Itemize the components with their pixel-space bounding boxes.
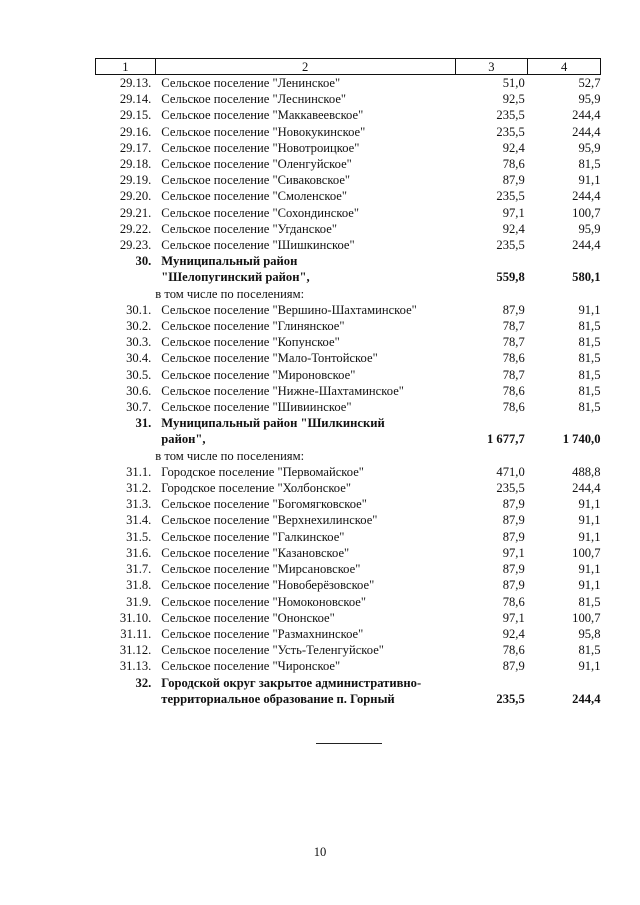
settlement-name: Сельское поселение "Копунское" xyxy=(161,335,340,350)
table-header-row xyxy=(96,59,601,75)
empty-cell xyxy=(528,675,601,691)
section-title-line-2: район", xyxy=(161,432,206,447)
settlement-name: Сельское поселение "Новокукинское" xyxy=(161,124,366,139)
row-number: 31.13. xyxy=(119,659,152,674)
row-number: 31.7. xyxy=(126,562,152,577)
value-col-4: 91,1 xyxy=(578,497,601,512)
row-number: 31.2. xyxy=(126,481,152,496)
empty-cell xyxy=(455,675,528,691)
settlement-name: Сельское поселение "Маккавеевское" xyxy=(161,108,364,123)
section-total-col-3: 559,8 xyxy=(496,270,525,285)
header-col-2: 2 xyxy=(155,59,455,75)
settlement-name: Сельское поселение "Галкинское" xyxy=(161,529,345,544)
section-total-col-3: 235,5 xyxy=(496,691,525,706)
value-col-3: 78,6 xyxy=(502,383,525,398)
row-number: 29.15. xyxy=(119,108,152,123)
section-total-col-3: 1 677,7 xyxy=(486,432,525,447)
empty-cell xyxy=(455,253,528,269)
section-subcaption-row xyxy=(96,286,601,302)
settlement-name: Сельское поселение "Смоленское" xyxy=(161,189,348,204)
row-number: 31.6. xyxy=(126,545,152,560)
value-col-4: 81,5 xyxy=(578,367,601,382)
value-col-4: 52,7 xyxy=(578,76,601,90)
row-number: 30.5. xyxy=(126,367,152,382)
table-row xyxy=(96,594,601,610)
empty-cell xyxy=(528,415,601,431)
row-number: 31.12. xyxy=(119,643,152,658)
value-col-4: 100,7 xyxy=(572,205,601,220)
value-col-3: 235,5 xyxy=(496,238,525,253)
table-row xyxy=(96,367,601,383)
value-col-3: 78,7 xyxy=(502,367,525,382)
value-col-4: 91,1 xyxy=(578,302,601,317)
value-col-4: 95,9 xyxy=(578,221,601,236)
section-total-row xyxy=(96,269,601,285)
value-col-4: 95,9 xyxy=(578,140,601,155)
table-row xyxy=(96,545,601,561)
value-col-4: 91,1 xyxy=(578,659,601,674)
settlement-name: Сельское поселение "Оленгуйское" xyxy=(161,157,352,172)
table-row xyxy=(96,318,601,334)
settlement-name: Сельское поселение "Шивиинское" xyxy=(161,400,352,415)
value-col-3: 78,6 xyxy=(502,594,525,609)
row-number: 31.3. xyxy=(126,497,152,512)
table-row xyxy=(96,610,601,626)
table-row xyxy=(96,642,601,658)
row-number: 30.2. xyxy=(126,319,152,334)
header-col-1: 1 xyxy=(96,59,156,75)
section-number: 31. xyxy=(135,416,152,431)
settlement-name: Сельское поселение "Ононское" xyxy=(161,610,335,625)
row-number: 29.21. xyxy=(119,205,152,220)
row-number: 30.1. xyxy=(126,302,152,317)
value-col-4: 91,1 xyxy=(578,578,601,593)
value-col-3: 92,4 xyxy=(502,140,525,155)
section-total-col-4: 580,1 xyxy=(572,270,601,285)
row-number: 29.16. xyxy=(119,124,152,139)
value-col-3: 235,5 xyxy=(496,189,525,204)
row-number: 29.17. xyxy=(119,140,152,155)
section-subcaption: в том числе по поселениям: xyxy=(155,286,305,301)
settlement-name: Сельское поселение "Размахнинское" xyxy=(161,626,364,641)
value-col-3: 78,6 xyxy=(502,643,525,658)
settlement-name: Городское поселение "Холбонское" xyxy=(161,481,351,496)
value-col-3: 87,9 xyxy=(502,302,525,317)
value-col-4: 100,7 xyxy=(572,545,601,560)
value-col-3: 51,0 xyxy=(502,76,525,90)
section-total-row xyxy=(96,431,601,447)
settlement-name: Сельское поселение "Новотроицкое" xyxy=(161,140,360,155)
row-number: 29.19. xyxy=(119,173,152,188)
row-number: 30.4. xyxy=(126,351,152,366)
empty-cell xyxy=(96,286,156,302)
section-title-line-2: "Шелопугинский район", xyxy=(161,270,310,285)
end-separator-line xyxy=(316,743,382,744)
table-row xyxy=(96,302,601,318)
row-number: 29.14. xyxy=(119,92,152,107)
value-col-3: 87,9 xyxy=(502,513,525,528)
table-row xyxy=(96,577,601,593)
settlement-name: Сельское поселение "Сохондинское" xyxy=(161,205,360,220)
empty-cell xyxy=(455,415,528,431)
section-title-line-1: Городской округ закрытое административно- xyxy=(161,675,422,690)
section-subcaption-row xyxy=(96,448,601,464)
value-col-3: 471,0 xyxy=(496,464,525,479)
settlement-name: Сельское поселение "Нижне-Шахтаминское" xyxy=(161,383,404,398)
settlement-name: Сельское поселение "Мироновское" xyxy=(161,367,356,382)
table-row xyxy=(96,399,601,415)
settlement-name: Сельское поселение "Номоконовское" xyxy=(161,594,366,609)
value-col-3: 78,6 xyxy=(502,400,525,415)
value-col-4: 91,1 xyxy=(578,513,601,528)
value-col-4: 91,1 xyxy=(578,529,601,544)
table-row xyxy=(96,334,601,350)
value-col-3: 97,1 xyxy=(502,205,525,220)
row-number: 30.7. xyxy=(126,400,152,415)
section-total-col-4: 1 740,0 xyxy=(562,432,601,447)
value-col-3: 92,4 xyxy=(502,221,525,236)
section-title-line-1: Муниципальный район "Шилкинский xyxy=(161,416,385,431)
settlement-name: Сельское поселение "Шишкинское" xyxy=(161,238,355,253)
value-col-4: 100,7 xyxy=(572,610,601,625)
value-col-4: 244,4 xyxy=(572,108,601,123)
empty-cell xyxy=(96,431,156,447)
value-col-4: 81,5 xyxy=(578,351,601,366)
header-col-4: 4 xyxy=(528,59,601,75)
value-col-4: 244,4 xyxy=(572,238,601,253)
value-col-4: 488,8 xyxy=(572,464,601,479)
value-col-4: 81,5 xyxy=(578,400,601,415)
value-col-4: 244,4 xyxy=(572,189,601,204)
value-col-4: 81,5 xyxy=(578,643,601,658)
section-number: 32. xyxy=(135,675,152,690)
table-row xyxy=(96,383,601,399)
value-col-3: 235,5 xyxy=(496,481,525,496)
table-row xyxy=(96,237,601,253)
table-row xyxy=(96,529,601,545)
empty-cell xyxy=(96,448,156,464)
section-title-line-1: Муниципальный район xyxy=(161,254,298,269)
settlement-name: Сельское поселение "Леснинское" xyxy=(161,92,347,107)
table-row xyxy=(96,124,601,140)
row-number: 30.6. xyxy=(126,383,152,398)
row-number: 29.13. xyxy=(119,76,152,90)
section-total-col-4: 244,4 xyxy=(572,691,601,706)
settlement-name: Сельское поселение "Чиронское" xyxy=(161,659,341,674)
section-subcaption: в том числе по поселениям: xyxy=(155,448,305,463)
row-number: 31.5. xyxy=(126,529,152,544)
value-col-3: 78,6 xyxy=(502,157,525,172)
settlement-name: Сельское поселение "Ленинское" xyxy=(161,76,341,90)
settlement-name: Сельское поселение "Глинянское" xyxy=(161,319,345,334)
value-col-4: 95,8 xyxy=(578,626,601,641)
value-col-3: 87,9 xyxy=(502,173,525,188)
value-col-4: 81,5 xyxy=(578,383,601,398)
value-col-3: 87,9 xyxy=(502,497,525,512)
section-heading-row xyxy=(96,675,601,691)
value-col-3: 78,6 xyxy=(502,351,525,366)
value-col-3: 78,7 xyxy=(502,335,525,350)
table-row xyxy=(96,140,601,156)
section-total-row xyxy=(96,691,601,707)
value-col-4: 95,9 xyxy=(578,92,601,107)
settlement-name: Сельское поселение "Угданское" xyxy=(161,221,337,236)
value-col-3: 87,9 xyxy=(502,529,525,544)
value-col-4: 81,5 xyxy=(578,319,601,334)
table-row xyxy=(96,188,601,204)
table-row xyxy=(96,350,601,366)
settlement-name: Сельское поселение "Казановское" xyxy=(161,545,350,560)
row-number: 29.23. xyxy=(119,238,152,253)
budget-table xyxy=(95,58,601,707)
value-col-4: 81,5 xyxy=(578,157,601,172)
table-row xyxy=(96,496,601,512)
table-row xyxy=(96,464,601,480)
table-row xyxy=(96,658,601,674)
table-row xyxy=(96,561,601,577)
value-col-4: 244,4 xyxy=(572,481,601,496)
table-row xyxy=(96,107,601,123)
value-col-3: 87,9 xyxy=(502,578,525,593)
section-heading-row xyxy=(96,253,601,269)
row-number: 31.1. xyxy=(126,464,152,479)
row-number: 31.4. xyxy=(126,513,152,528)
value-col-3: 97,1 xyxy=(502,545,525,560)
table-row xyxy=(96,91,601,107)
section-number: 30. xyxy=(135,254,152,269)
header-col-3: 3 xyxy=(455,59,528,75)
row-number: 29.20. xyxy=(119,189,152,204)
table-row xyxy=(96,626,601,642)
row-number: 31.9. xyxy=(126,594,152,609)
settlement-name: Сельское поселение "Сиваковское" xyxy=(161,173,351,188)
row-number: 31.8. xyxy=(126,578,152,593)
settlement-name: Сельское поселение "Вершино-Шахтаминское" xyxy=(161,302,417,317)
value-col-4: 91,1 xyxy=(578,173,601,188)
row-number: 31.10. xyxy=(119,610,152,625)
section-title-line-2: территориальное образование п. Горный xyxy=(161,691,395,706)
table-row xyxy=(96,75,601,92)
table-row xyxy=(96,172,601,188)
settlement-name: Сельское поселение "Верхнехилинское" xyxy=(161,513,378,528)
value-col-3: 92,4 xyxy=(502,626,525,641)
settlement-name: Сельское поселение "Мало-Тонтойское" xyxy=(161,351,378,366)
row-number: 29.18. xyxy=(119,157,152,172)
table-row xyxy=(96,512,601,528)
value-col-3: 92,5 xyxy=(502,92,525,107)
row-number: 31.11. xyxy=(120,626,152,641)
row-number: 30.3. xyxy=(126,335,152,350)
page-number: 10 xyxy=(313,845,327,859)
value-col-3: 235,5 xyxy=(496,124,525,139)
value-col-3: 87,9 xyxy=(502,562,525,577)
table-row xyxy=(96,221,601,237)
table-row xyxy=(96,480,601,496)
settlement-name: Сельское поселение "Богомягковское" xyxy=(161,497,367,512)
settlement-name: Сельское поселение "Новоберёзовское" xyxy=(161,578,375,593)
section-heading-row xyxy=(96,415,601,431)
empty-cell xyxy=(528,253,601,269)
value-col-4: 81,5 xyxy=(578,594,601,609)
value-col-4: 91,1 xyxy=(578,562,601,577)
settlement-name: Сельское поселение "Мирсановское" xyxy=(161,562,361,577)
value-col-3: 78,7 xyxy=(502,319,525,334)
table-row xyxy=(96,156,601,172)
value-col-3: 235,5 xyxy=(496,108,525,123)
value-col-3: 87,9 xyxy=(502,659,525,674)
value-col-4: 244,4 xyxy=(572,124,601,139)
table-row xyxy=(96,205,601,221)
empty-cell xyxy=(96,691,156,707)
value-col-4: 81,5 xyxy=(578,335,601,350)
settlement-name: Городское поселение "Первомайское" xyxy=(161,464,364,479)
settlement-name: Сельское поселение "Усть-Теленгуйское" xyxy=(161,643,384,658)
value-col-3: 97,1 xyxy=(502,610,525,625)
empty-cell xyxy=(96,269,156,285)
row-number: 29.22. xyxy=(119,221,152,236)
